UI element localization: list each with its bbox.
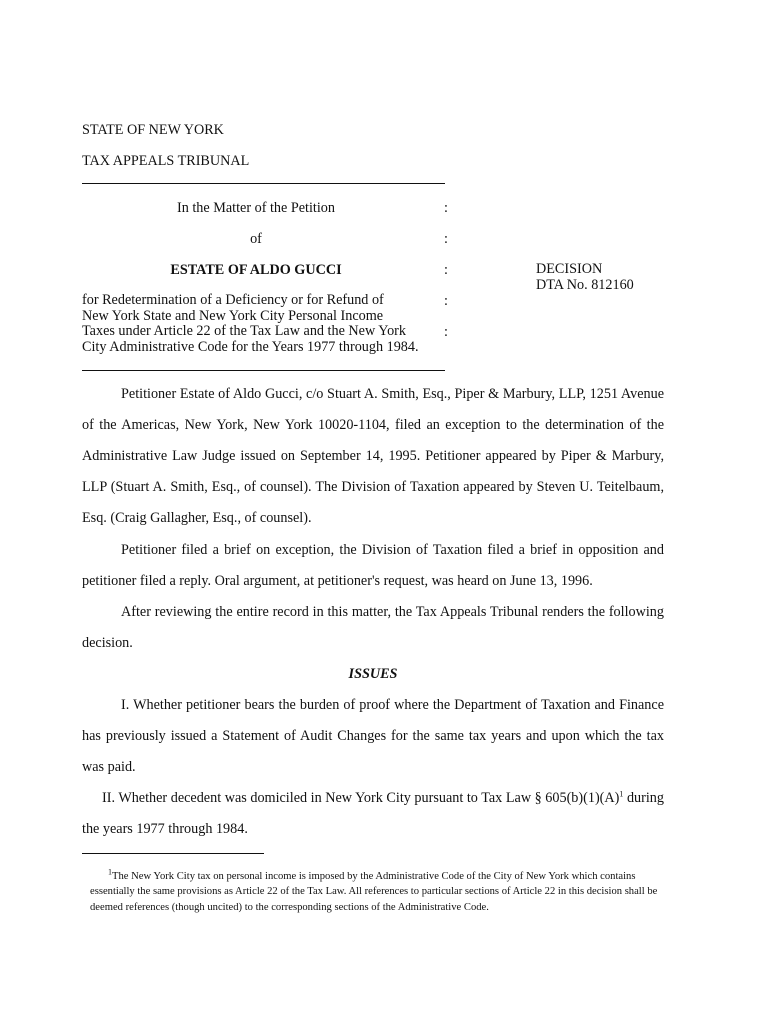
- caption-purpose-line: for Redetermination of a Deficiency or for Refund of: [82, 292, 384, 308]
- caption-colon: :: [444, 231, 448, 247]
- footnote-text: The New York City tax on personal income is imposed by the Administrative Code of the City of New York which contains essentially the same provisions as Article 22 of the Tax Law. All references to particular sections of Article 22 in this decision shall be deemed references (though uncited) to the corresponding sections of the Administrative Code.: [90, 871, 658, 913]
- paragraph-appearances: Petitioner Estate of Aldo Gucci, c/o Stuart A. Smith, Esq., Piper & Marbury, LLP, 1251 Avenue of the Americas, New York, New York 10020-1104, filed an exception to the determination of the Administrative Law Judge issued on September 14, 1995. Petitioner appeared by Piper & Marbury, LLP (Stuart A. Smith, Esq., of counsel). The Division of Taxation appeared by Steven U. Teitelbaum, Esq. (Craig Gallagher, Esq., of counsel).: [82, 386, 664, 527]
- caption-purpose-line: Taxes under Article 22 of the Tax Law and the New York: [82, 323, 406, 340]
- paragraph-review: After reviewing the entire record in this matter, the Tax Appeals Tribunal renders the following decision.: [82, 604, 664, 652]
- dta-number: DTA No. 812160: [536, 276, 634, 293]
- caption-purpose-line: New York State and New York City Personal Income: [82, 307, 384, 324]
- decision-label: DECISION: [536, 261, 603, 277]
- footnote-mark: 1: [108, 867, 112, 877]
- caption-purpose-line: City Administrative Code for the Years 1977 through 1984.: [82, 338, 419, 355]
- issue-two: [82, 783, 664, 845]
- footnote-separator: [82, 853, 264, 854]
- decision-block: [536, 262, 634, 293]
- caption-party: ESTATE OF ALDO GUCCI: [170, 262, 342, 278]
- issue-two-tail: during the years 1977 through 1984.: [82, 790, 664, 838]
- caption-colon: :: [444, 200, 448, 216]
- caption-top-rule: [82, 183, 445, 184]
- issue-two-text: II. Whether decedent was domiciled in New York City pursuant to Tax Law § 605(b)(1)(A): [102, 790, 620, 806]
- issue-one: I. Whether petitioner bears the burden of proof where the Department of Taxation and Finance has previously issued a Statement of Audit Changes for the same tax years and upon which the tax was paid.: [82, 697, 664, 776]
- issues-heading: ISSUES: [348, 666, 398, 682]
- caption-colon: :: [444, 293, 448, 309]
- caption-colon: :: [444, 262, 448, 278]
- paragraph-briefs: Petitioner filed a brief on exception, the Division of Taxation filed a brief in opposition and petitioner filed a reply. Oral argument, at petitioner's request, was heard on June 13, 1996.: [82, 542, 664, 590]
- footnote: [90, 869, 682, 915]
- court-state: STATE OF NEW YORK: [82, 122, 224, 138]
- caption-of: of: [250, 231, 262, 247]
- footnote-ref[interactable]: 1: [619, 789, 624, 799]
- caption-colon: :: [444, 324, 448, 340]
- caption-matter: In the Matter of the Petition: [177, 200, 335, 216]
- caption-purpose: [82, 293, 419, 355]
- court-name: TAX APPEALS TRIBUNAL: [82, 153, 250, 169]
- caption-bottom-rule: [82, 370, 445, 371]
